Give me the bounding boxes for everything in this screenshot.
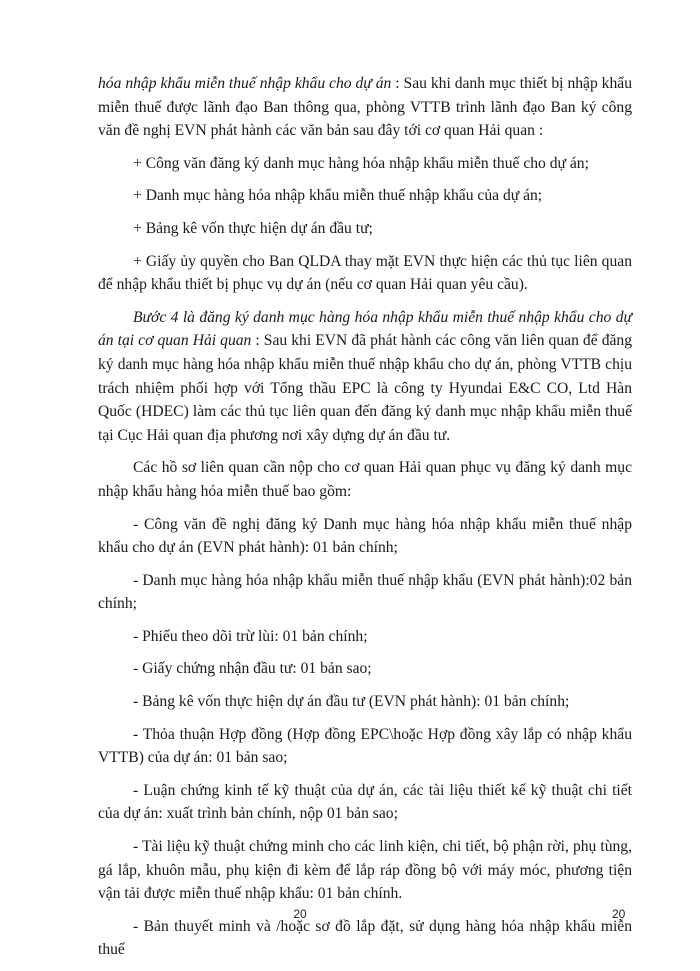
- paragraph-documents-intro: Các hồ sơ liên quan cần nộp cho cơ quan Hải quan phục vụ đăng ký danh mục nhập khẩu hàng hóa miễn thuế bao gồm:: [98, 459, 632, 500]
- list-item-dash: - Giấy chứng nhận đầu tư: 01 bản sao;: [133, 660, 372, 678]
- list-item-dash: - Bảng kê vốn thực hiện dự án đầu tư (EVN phát hành): 01 bản chính;: [133, 693, 570, 711]
- list-item-dash: - Tài liệu kỹ thuật chứng minh cho các linh kiện, chi tiết, bộ phận rời, phụ tùng, gá lắp, khuôn mẫu, phụ kiện đi kèm để lắp ráp đồng bộ với máy móc, phương tiện vận tải được miễn thuế nhập khẩu: 01 bản chính.: [98, 838, 632, 903]
- list-item-dash: - Danh mục hàng hóa nhập khẩu miễn thuế nhập khẩu (EVN phát hành):02 bản chính;: [98, 571, 632, 613]
- body-text: [98, 72, 632, 971]
- list-item-plus: + Công văn đăng ký danh mục hàng hóa nhập khẩu miễn thuế cho dự án;: [133, 154, 589, 172]
- page-number-right: 20: [612, 907, 626, 921]
- step4-heading: Bước 4 là đăng ký danh mục hàng hóa nhập khẩu miễn thuế nhập khẩu cho dự án tại cơ quan Hải quan: [98, 308, 632, 350]
- list-item-dash: - Luận chứng kinh tế kỹ thuật của dự án, các tài liệu thiết kế kỹ thuật chi tiết của dự án: xuất trình bản chính, nộp 01 bản sao;: [98, 781, 632, 823]
- list-item-dash: - Phiếu theo dõi trừ lùi: 01 bản chính;: [133, 627, 368, 645]
- italic-heading-fragment: hóa nhập khẩu miễn thuế nhập khẩu cho dự án: [98, 75, 392, 92]
- list-item-plus: + Danh mục hàng hóa nhập khẩu miễn thuế nhập khẩu của dự án;: [133, 187, 543, 205]
- paragraph-step3-end: hóa nhập khẩu miễn thuế nhập khẩu cho dự án : Sau khi danh mục thiết bị nhập khẩu miễn thuế được lãnh đạo Ban thông qua, phòng VTTB trình lãnh đạo Ban ký công văn đề nghị EVN phát hành các văn bản sau đây tới cơ quan Hải quan :: [98, 75, 632, 140]
- paragraph-step4: Bước 4 là đăng ký danh mục hàng hóa nhập khẩu miễn thuế nhập khẩu cho dự án tại cơ quan Hải quan : Sau khi EVN đã phát hành các công văn liên quan để đăng ký danh mục hàng hóa nhập khẩu miễn thuế nhập khẩu cho dự án, phòng VTTB chịu trách nhiệm phối hợp với Tổng thầu EPC là công ty Hyundai E&C CO, Ltd Hàn Quốc (HDEC) làm các thủ tục liên quan đến đăng ký danh mục nhập khẩu miễn thuế tại Cục Hải quan địa phương nơi xây dựng dự án đầu tư.: [98, 308, 632, 444]
- list-item-plus: + Bảng kê vốn thực hiện dự án đầu tư;: [133, 219, 373, 237]
- list-item-dash: - Thỏa thuận Hợp đồng (Hợp đồng EPC\hoặc Hợp đồng xây lắp có nhập khẩu VTTB) của dự án: 01 bản sao;: [98, 725, 632, 767]
- list-item-plus: + Giấy ủy quyền cho Ban QLDA thay mặt EVN thực hiện các thủ tục liên quan để nhập khẩu thiết bị phục vụ dự án (nếu cơ quan Hải quan yêu cầu).: [98, 252, 632, 294]
- page-number-center: 20: [293, 907, 307, 921]
- list-item-dash: - Bản thuyết minh và /hoặc sơ đồ lắp đặt, sử dụng hàng hóa nhập khẩu miễn thuế: [98, 917, 632, 959]
- list-item-dash: - Công văn đề nghị đăng ký Danh mục hàng hóa nhập khẩu miễn thuế nhập khẩu cho dự án (EVN phát hành): 01 bản chính;: [98, 515, 632, 557]
